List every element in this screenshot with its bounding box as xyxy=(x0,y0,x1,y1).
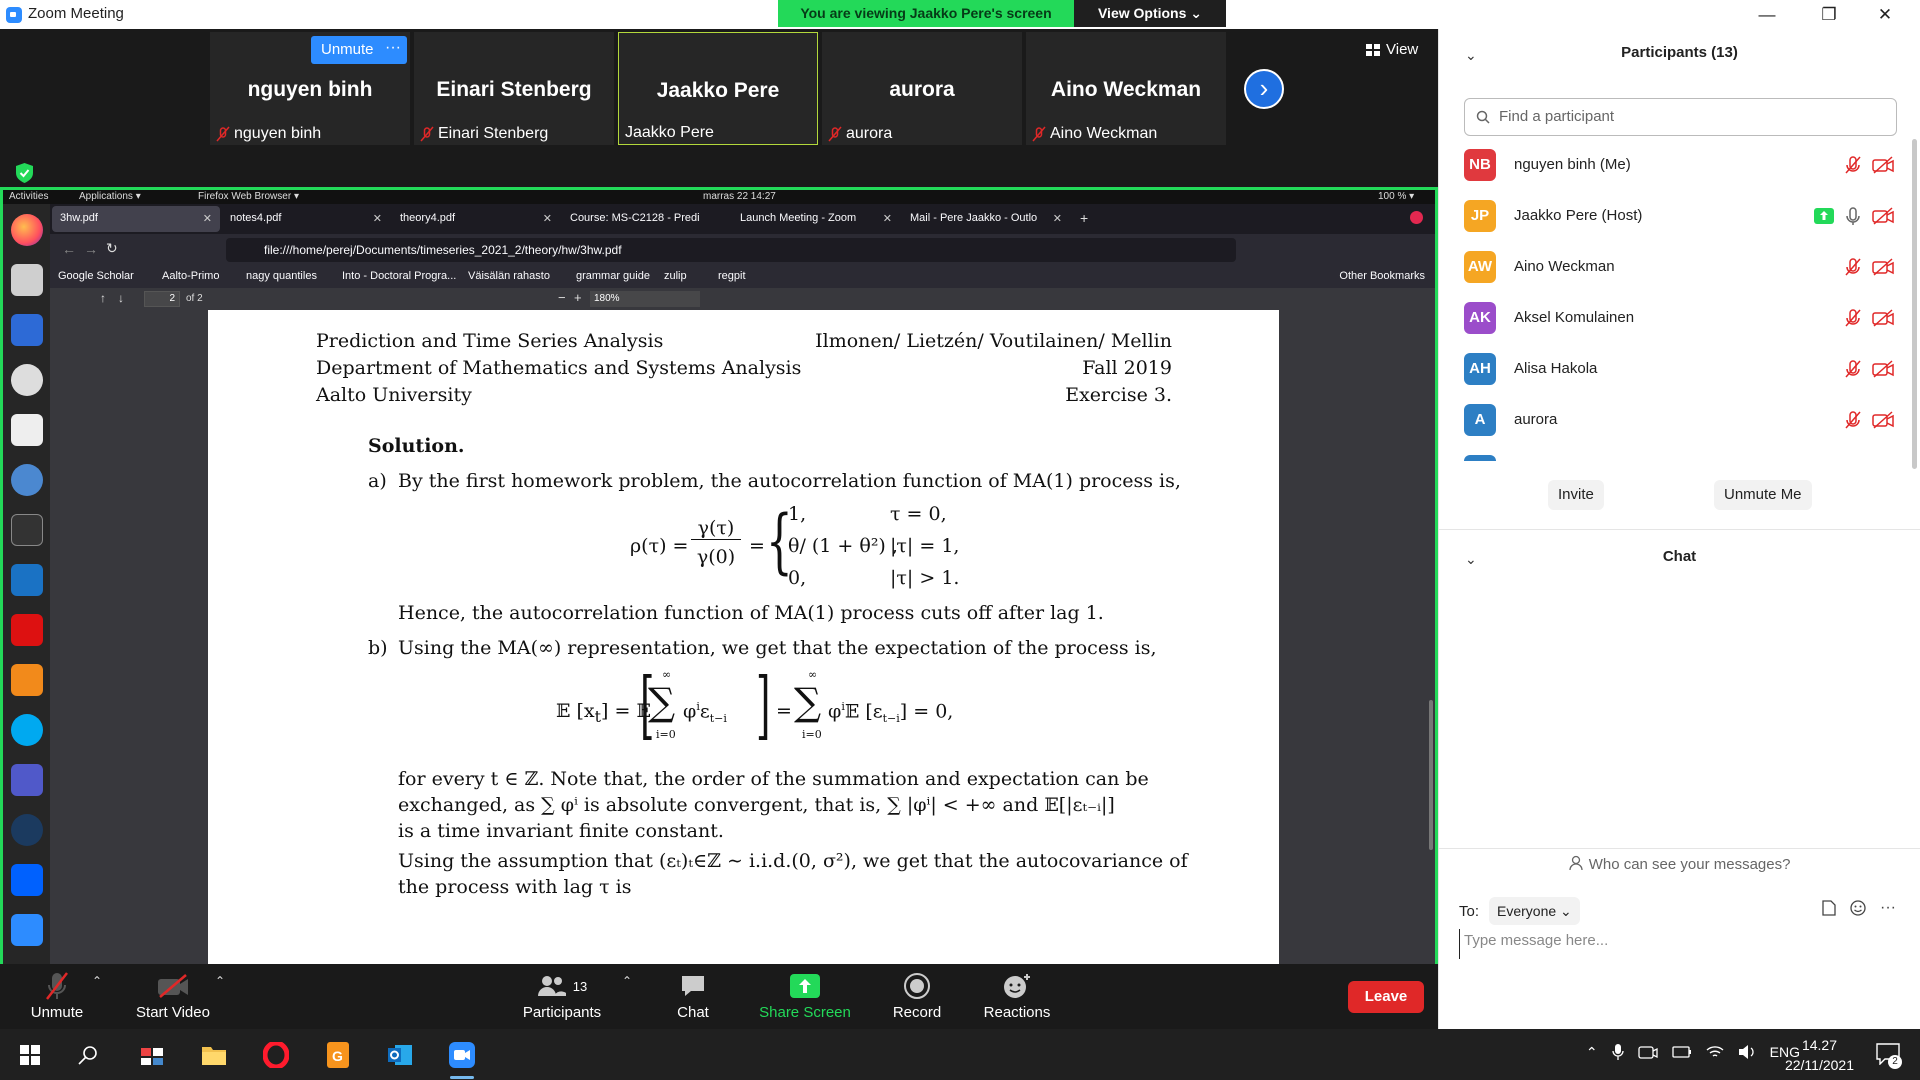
search-button[interactable] xyxy=(70,1037,106,1073)
task-view-icon xyxy=(140,1044,164,1066)
tray-overflow-icon[interactable]: ⌃ xyxy=(1585,1043,1598,1060)
para2-line2: the process with lag τ is xyxy=(398,876,632,898)
close-tab-icon[interactable]: ✕ xyxy=(542,213,552,225)
file-explorer-button[interactable] xyxy=(196,1037,232,1073)
volume-icon[interactable] xyxy=(1738,1044,1756,1060)
video-tile[interactable] xyxy=(822,32,1022,145)
epsilon: ε xyxy=(699,700,710,723)
bookmark-item[interactable]: Aalto-Primo xyxy=(162,270,220,282)
tile-label-text: aurora xyxy=(846,125,893,142)
collapse-participants-icon[interactable]: ⌄ xyxy=(1465,47,1477,63)
opera-icon xyxy=(263,1042,289,1068)
video-tile[interactable] xyxy=(414,32,614,145)
r-icon xyxy=(11,464,43,496)
tile-label-text: nguyen binh xyxy=(234,125,322,142)
rho-lhs: ρ(τ) = xyxy=(630,535,689,557)
item-a-label: a) xyxy=(368,470,387,492)
hence-text: Hence, the autocorrelation function of MA(1) process cuts off after lag 1. xyxy=(398,602,1104,624)
next-page-button[interactable] xyxy=(1244,69,1284,109)
zoom-taskbar-button[interactable] xyxy=(444,1037,480,1073)
share-screen-button[interactable] xyxy=(750,970,860,1025)
participant-name: Alisa Hakola xyxy=(1514,360,1598,377)
expect-lhs-sub: t xyxy=(594,706,602,726)
battery-status: 100 % ▾ xyxy=(1378,191,1415,202)
video-off-icon xyxy=(1872,360,1894,378)
tile-name: Jaakko Pere xyxy=(656,79,780,102)
right-header xyxy=(815,328,1172,409)
tab-mail[interactable] xyxy=(902,206,1070,232)
participant-name: Aksel Komulainen xyxy=(1514,309,1635,326)
reload-icon[interactable]: ↻ xyxy=(106,240,118,256)
activities-label: Activities xyxy=(9,191,49,202)
unmute-me-button[interactable]: Unmute Me xyxy=(1714,480,1812,510)
semester: Fall 2019 xyxy=(1082,357,1172,379)
chat-tools xyxy=(1822,899,1896,917)
notification-count: 2 xyxy=(1888,1055,1902,1069)
avatar: NB xyxy=(1464,149,1496,181)
tab-bar xyxy=(50,204,1435,234)
start-video-button[interactable] xyxy=(118,970,228,1025)
page-down-icon[interactable]: ↓ xyxy=(118,291,124,305)
phi-power: i xyxy=(696,700,700,713)
new-tab-button[interactable]: + xyxy=(1080,210,1089,226)
video-tile[interactable] xyxy=(1026,32,1226,145)
reactions-label: Reactions xyxy=(983,1004,1051,1021)
mic-muted-icon xyxy=(1844,359,1862,379)
item-a-text: By the first homework problem, the autocorrelation function of MA(1) process is, xyxy=(398,470,1181,492)
participants-header: Participants (13) xyxy=(1621,44,1738,61)
search-icon xyxy=(78,1045,98,1065)
epsilon-sub: t−i xyxy=(709,712,727,726)
phi-2: φ xyxy=(828,700,842,723)
case-brace: { xyxy=(766,500,793,582)
tile-name: aurora xyxy=(889,78,955,101)
who-can-see-label: Who can see your messages? xyxy=(1588,856,1791,873)
bookmark-item[interactable]: Väisälän rahasto xyxy=(468,270,550,282)
outlook-icon xyxy=(387,1043,413,1067)
settings-icon xyxy=(11,364,43,396)
skype-icon xyxy=(11,714,43,746)
tab-label: 3hw.pdf xyxy=(60,212,98,224)
writer-icon xyxy=(11,314,43,346)
tile-name: Einari Stenberg xyxy=(436,78,592,101)
para1-line3: is a time invariant finite constant. xyxy=(398,820,724,842)
close-tab-icon[interactable]: ✕ xyxy=(882,213,892,225)
gnome-top-bar xyxy=(3,190,1435,204)
right-bracket: ] xyxy=(756,662,771,748)
window-title: Zoom Meeting xyxy=(28,5,124,22)
applications-menu: Applications ▾ xyxy=(79,191,141,202)
vscode-icon xyxy=(11,564,43,596)
participants-caret-icon[interactable]: ⌃ xyxy=(622,974,633,988)
avatar: AK xyxy=(1464,302,1496,334)
avatar: AW xyxy=(1464,251,1496,283)
record-icon xyxy=(903,972,931,1000)
participant-row[interactable] xyxy=(1464,350,1894,390)
view-button[interactable] xyxy=(1366,41,1418,58)
nav-bar xyxy=(50,234,1435,266)
video-off-icon xyxy=(1872,207,1894,225)
series-term xyxy=(683,700,727,725)
tile-label-text: Aino Weckman xyxy=(1050,125,1158,142)
tile-label xyxy=(216,125,321,143)
participant-name: nguyen binh (Me) xyxy=(1514,156,1631,173)
record-button[interactable] xyxy=(862,970,972,1025)
mic-muted-icon xyxy=(828,126,842,142)
chat-recipient-row xyxy=(1459,897,1580,925)
meeting-controls xyxy=(0,964,1438,1029)
course-title: Prediction and Time Series Analysis xyxy=(316,330,664,352)
phi-power-2: i xyxy=(841,700,845,713)
record-label: Record xyxy=(892,1004,942,1021)
audio-options-caret-icon[interactable]: ⌃ xyxy=(92,974,103,988)
case-value: θ/ (1 + θ²) , xyxy=(788,535,898,557)
teams-icon xyxy=(11,764,43,796)
para2-line1: Using the assumption that (εₜ)ₜ∈ℤ ∼ i.i.d.(0, σ²), we get that the autocovariance of xyxy=(398,850,1188,872)
participant-name: aurora xyxy=(1514,411,1558,428)
chat-header: Chat xyxy=(1662,548,1697,565)
close-button[interactable]: ✕ xyxy=(1877,5,1893,24)
page-count: of 2 xyxy=(186,293,203,304)
tile-more-button[interactable]: ··· xyxy=(379,36,407,64)
files-icon xyxy=(11,264,43,296)
person-icon xyxy=(1569,855,1585,871)
microphone-icon[interactable] xyxy=(1612,1043,1624,1061)
zoom-dock-icon xyxy=(11,914,43,946)
video-off-icon xyxy=(1872,156,1894,174)
left-header xyxy=(316,328,801,409)
language-indicator[interactable]: ENG xyxy=(1769,1044,1800,1060)
outlook-button[interactable] xyxy=(382,1037,418,1073)
browser-menu: Firefox Web Browser ▾ xyxy=(198,191,299,202)
zoom-icon xyxy=(449,1042,475,1068)
meet-now-icon[interactable] xyxy=(1638,1044,1658,1060)
bookmark-item[interactable]: zulip xyxy=(664,270,687,282)
unmute-label: Unmute xyxy=(30,1004,84,1021)
close-tab-icon[interactable]: ✕ xyxy=(372,213,382,225)
expect-lhs-text: 𝔼 [x xyxy=(556,700,595,722)
emoji-icon[interactable] xyxy=(1850,900,1866,916)
minimize-button[interactable]: — xyxy=(1758,5,1776,24)
battery-icon[interactable] xyxy=(1672,1046,1692,1058)
maximize-button[interactable]: ❐ xyxy=(1821,5,1837,24)
close-window-icon[interactable] xyxy=(1410,211,1423,224)
leave-button[interactable]: Leave xyxy=(1348,981,1424,1013)
find-placeholder: Find a participant xyxy=(1499,108,1615,125)
firefox-window xyxy=(50,204,1435,964)
grid-icon xyxy=(1366,44,1380,56)
mic-muted-icon xyxy=(1032,126,1046,142)
viewing-message: You are viewing Jaakko Pere's screen xyxy=(778,0,1074,27)
avatar: JP xyxy=(1464,200,1496,232)
case-value: 1, xyxy=(788,503,807,525)
zoom-logo-icon xyxy=(6,7,22,23)
tile-label xyxy=(1032,125,1157,143)
sum-lower-2: i=0 xyxy=(802,728,822,741)
search-icon xyxy=(1476,110,1490,124)
find-participant-input[interactable] xyxy=(1464,98,1897,136)
zoom-out-button[interactable]: − xyxy=(558,290,566,305)
participant-row[interactable] xyxy=(1464,401,1894,441)
url-bar[interactable] xyxy=(226,238,1236,262)
chat-button[interactable] xyxy=(638,970,748,1025)
participant-name: Jaakko Pere (Host) xyxy=(1514,207,1643,224)
viewing-banner xyxy=(778,0,1226,27)
participants-button[interactable] xyxy=(507,970,617,1025)
tab-theory4[interactable] xyxy=(392,206,560,232)
participants-scrollbar[interactable] xyxy=(1912,139,1917,469)
svg-text:G: G xyxy=(332,1048,343,1064)
invite-button[interactable]: Invite xyxy=(1548,480,1604,510)
video-options-caret-icon[interactable]: ⌃ xyxy=(215,974,226,988)
case-condition: |τ| > 1. xyxy=(890,567,960,589)
mic-icon xyxy=(1844,206,1862,226)
start-video-label: Start Video xyxy=(136,1004,210,1021)
system-tray xyxy=(1586,1043,1800,1061)
windows-logo-icon xyxy=(20,1045,40,1065)
pdf-viewer[interactable] xyxy=(50,310,1435,964)
notification-center-button[interactable] xyxy=(1876,1043,1900,1065)
matlab-icon xyxy=(11,664,43,696)
divider xyxy=(1439,848,1920,849)
chat-label: Chat xyxy=(677,1004,709,1021)
mic-muted-icon xyxy=(1844,410,1862,430)
zoom-select[interactable]: 180% xyxy=(590,291,700,307)
gamma-denominator: γ(0) xyxy=(696,546,736,568)
mic-muted-icon xyxy=(1844,257,1862,277)
document-viewer-icon xyxy=(11,414,43,446)
video-strip xyxy=(0,29,1438,187)
chevron-right-icon: › xyxy=(1259,73,1269,103)
tab-label: notes4.pdf xyxy=(230,212,282,224)
tab-course[interactable] xyxy=(562,206,730,232)
participant-row[interactable] xyxy=(1464,146,1894,186)
mic-muted-icon xyxy=(44,971,70,1001)
page-up-icon[interactable]: ↑ xyxy=(100,291,106,305)
participants-label: Participants xyxy=(522,1004,602,1021)
partial-avatar xyxy=(1464,455,1496,461)
avatar: A xyxy=(1464,404,1496,436)
close-tab-icon[interactable]: ✕ xyxy=(202,213,212,225)
participant-name: Aino Weckman xyxy=(1514,258,1615,275)
case-value: 0, xyxy=(788,567,807,589)
item-b-text: Using the MA(∞) representation, we get that the expectation of the process is, xyxy=(398,637,1157,659)
tab-launch-meeting[interactable] xyxy=(732,206,900,232)
case-condition: τ = 0, xyxy=(890,503,947,525)
participant-row[interactable] xyxy=(1464,197,1894,237)
para1-line1: for every t ∈ ℤ. Note that, the order of the summation and expectation can be xyxy=(398,768,1149,790)
who-can-see-link[interactable] xyxy=(1439,855,1920,873)
to-label: To: xyxy=(1459,902,1480,920)
bookmark-item[interactable]: nagy quantiles xyxy=(246,270,317,282)
gnome-datetime: marras 22 14:27 xyxy=(703,191,776,202)
participants-count: 13 xyxy=(572,978,588,994)
video-off-icon xyxy=(156,973,190,999)
solution-heading: Solution. xyxy=(368,435,465,457)
shared-screen[interactable] xyxy=(0,187,1438,964)
tile-unmute-button[interactable]: Unmute xyxy=(311,36,384,64)
equals-sign: = xyxy=(749,535,765,557)
share-screen-label: Share Screen xyxy=(759,1004,851,1021)
avatar: AH xyxy=(1464,353,1496,385)
windows-taskbar xyxy=(0,1029,1920,1080)
tile-label-text: Einari Stenberg xyxy=(438,125,549,142)
equals-zero: ] = 0, xyxy=(899,700,954,723)
mic-muted-icon xyxy=(1844,155,1862,175)
recipient-select[interactable]: Everyone ⌄ xyxy=(1489,897,1580,925)
url-text: file:///home/perej/Documents/timeseries_2021_2/theory/hw/3hw.pdf xyxy=(264,243,622,257)
start-button[interactable] xyxy=(12,1037,48,1073)
tile-name: Aino Weckman xyxy=(1050,78,1202,101)
tile-name: nguyen binh xyxy=(247,78,373,101)
authors: Ilmonen/ Lietzén/ Voutilainen/ Mellin xyxy=(815,330,1172,352)
tab-label: theory4.pdf xyxy=(400,212,456,224)
reactions-button[interactable] xyxy=(962,970,1072,1025)
tab-label: Course: MS-C2128 - Predi xyxy=(570,212,700,224)
sum-symbol: ∑ xyxy=(648,680,676,724)
department: Department of Mathematics and Systems Analysis xyxy=(316,357,802,379)
security-shield-icon xyxy=(16,163,33,183)
left-bracket: [ xyxy=(640,662,655,748)
wifi-icon[interactable] xyxy=(1706,1044,1724,1060)
case-condition: |τ| = 1, xyxy=(890,535,960,557)
more-icon[interactable]: ··· xyxy=(1880,899,1896,916)
participant-row[interactable] xyxy=(1464,299,1894,339)
tile-label-text: Jaakko Pere xyxy=(625,124,714,141)
tab-3hw[interactable] xyxy=(52,206,220,232)
collapse-chat-icon[interactable]: ⌄ xyxy=(1465,551,1477,567)
close-tab-icon[interactable]: ✕ xyxy=(1052,213,1062,225)
series-expectation xyxy=(828,700,953,725)
tile-label xyxy=(625,124,714,142)
opera-button[interactable] xyxy=(258,1037,294,1073)
mic-muted-icon xyxy=(216,126,230,142)
terminal-icon xyxy=(11,514,43,546)
chat-bubble-icon xyxy=(679,973,707,999)
folder-icon xyxy=(201,1044,227,1066)
page-number-input[interactable]: 2 xyxy=(144,291,180,307)
mic-muted-icon xyxy=(420,126,434,142)
sum-symbol-2: ∑ xyxy=(794,680,822,724)
zoom-in-button[interactable]: + xyxy=(574,290,582,305)
bookmark-item[interactable]: Into - Doctoral Progra... xyxy=(342,270,457,282)
chat-message-input[interactable]: Type message here... xyxy=(1459,929,1899,959)
expect-eps: 𝔼 [ε xyxy=(844,700,883,723)
pdf-toolbar xyxy=(50,288,1435,310)
phi: φ xyxy=(683,700,697,723)
taskbar-clock[interactable] xyxy=(1785,1035,1854,1075)
exercise-number: Exercise 3. xyxy=(1065,384,1172,406)
video-off-icon xyxy=(1872,411,1894,429)
bookmarks-bar xyxy=(50,266,1435,288)
firefox-icon xyxy=(11,214,43,246)
share-screen-icon xyxy=(790,974,820,998)
sum-upper-2: ∞ xyxy=(808,668,818,681)
participants-icon xyxy=(537,974,567,998)
task-view-button[interactable] xyxy=(134,1037,170,1073)
mathematica-icon xyxy=(11,614,43,646)
tab-label: Mail - Pere Jaakko - Outlo xyxy=(910,212,1038,224)
expect-mid-text: ] = 𝔼 xyxy=(601,700,651,722)
pdf-scrollbar[interactable] xyxy=(1429,700,1433,850)
video-off-icon xyxy=(1872,258,1894,276)
expect-eps-sub: t−i xyxy=(882,712,900,726)
tab-label: Launch Meeting - Zoom xyxy=(740,212,857,224)
view-label: View xyxy=(1386,41,1419,58)
expectation-lhs xyxy=(556,700,651,726)
sum-lower: i=0 xyxy=(656,728,676,741)
pdf-editor-button[interactable] xyxy=(320,1037,356,1073)
tile-label xyxy=(828,125,892,143)
dropbox-icon xyxy=(11,864,43,896)
gamma-numerator: γ(τ) xyxy=(691,517,741,540)
university: Aalto University xyxy=(316,384,472,406)
file-icon[interactable] xyxy=(1822,900,1836,916)
view-options-button[interactable]: View Options ⌄ xyxy=(1074,0,1226,27)
steam-icon xyxy=(11,814,43,846)
clock-time: 14.27 xyxy=(1801,1037,1837,1053)
gnome-dock xyxy=(3,204,50,964)
other-bookmarks[interactable]: Other Bookmarks xyxy=(1339,270,1425,282)
bookmark-item[interactable]: grammar guide xyxy=(576,270,650,282)
mic-muted-icon xyxy=(1844,308,1862,328)
right-sidebar xyxy=(1438,29,1920,1029)
tile-label xyxy=(420,125,548,143)
back-icon[interactable]: ← xyxy=(62,241,76,257)
equals-sign-2: = xyxy=(776,700,792,722)
video-off-icon xyxy=(1872,309,1894,327)
para1-line2: exchanged, as ∑ φⁱ is absolute convergent, that is, ∑ |φⁱ| < +∞ and 𝔼[|εₜ₋ᵢ|] xyxy=(398,794,1115,816)
reactions-icon xyxy=(1002,972,1032,1000)
pdf-editor-icon xyxy=(326,1041,350,1069)
screen-share-indicator-icon xyxy=(1814,208,1834,224)
clock-date: 22/11/2021 xyxy=(1784,1057,1854,1073)
sum-upper: ∞ xyxy=(662,668,672,681)
bookmark-item[interactable]: Google Scholar xyxy=(58,270,134,282)
tab-notes4[interactable] xyxy=(222,206,390,232)
item-b-label: b) xyxy=(368,637,388,659)
forward-icon[interactable]: → xyxy=(84,241,98,257)
pdf-page xyxy=(208,310,1279,964)
video-tile-active-speaker[interactable] xyxy=(618,32,818,145)
bookmark-item[interactable]: regpit xyxy=(718,270,746,282)
divider xyxy=(1439,529,1920,530)
participant-row[interactable] xyxy=(1464,248,1894,288)
